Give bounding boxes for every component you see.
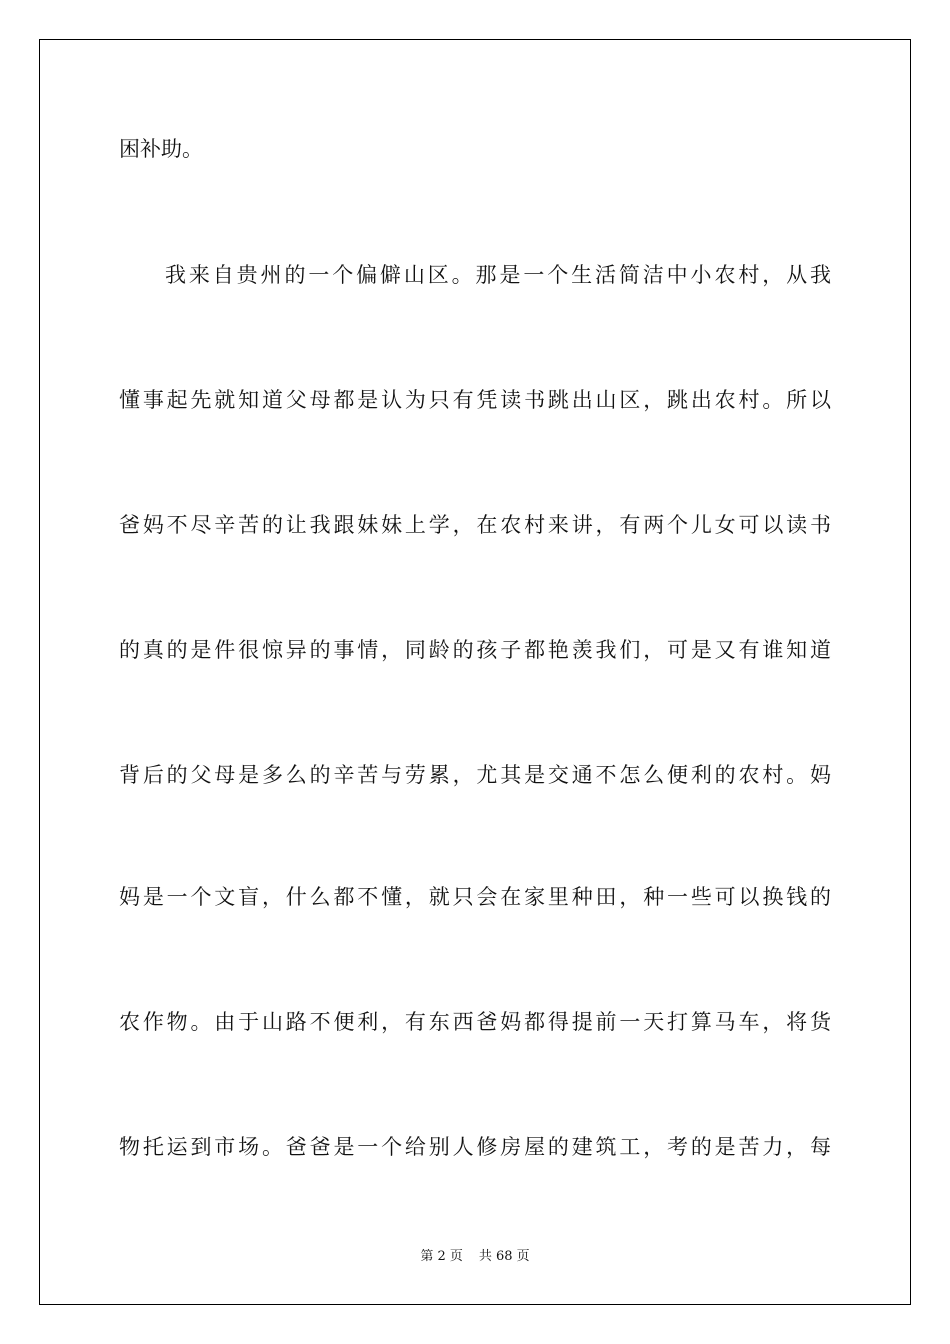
paragraph-line: 懂事起先就知道父母都是认为只有凭读书跳出山区，跳出农村。所以 <box>119 388 831 412</box>
paragraph-line: 爸妈不尽辛苦的让我跟妹妹上学，在农村来讲，有两个儿女可以读书 <box>119 513 831 537</box>
paragraph-line: 我来自贵州的一个偏僻山区。那是一个生活简洁中小农村，从我 <box>165 263 831 287</box>
page-number: 第 2 页 <box>420 1249 463 1264</box>
paragraph-line: 的真的是件很惊异的事情，同龄的孩子都艳羡我们，可是又有谁知道 <box>119 638 831 662</box>
total-pages: 共 68 页 <box>478 1249 530 1264</box>
paragraph-line: 农作物。由于山路不便利，有东西爸妈都得提前一天打算马车，将货 <box>119 1010 831 1034</box>
paragraph-line: 物托运到市场。爸爸是一个给别人修房屋的建筑工，考的是苦力，每 <box>119 1135 831 1159</box>
page-border <box>39 39 911 1305</box>
paragraph-line: 背后的父母是多么的辛苦与劳累，尤其是交通不怎么便利的农村。妈 <box>119 763 831 787</box>
paragraph-line: 困补助。 <box>119 137 203 161</box>
paragraph-line: 妈是一个文盲，什么都不懂，就只会在家里种田，种一些可以换钱的 <box>119 885 831 909</box>
page-footer <box>0 1249 950 1265</box>
